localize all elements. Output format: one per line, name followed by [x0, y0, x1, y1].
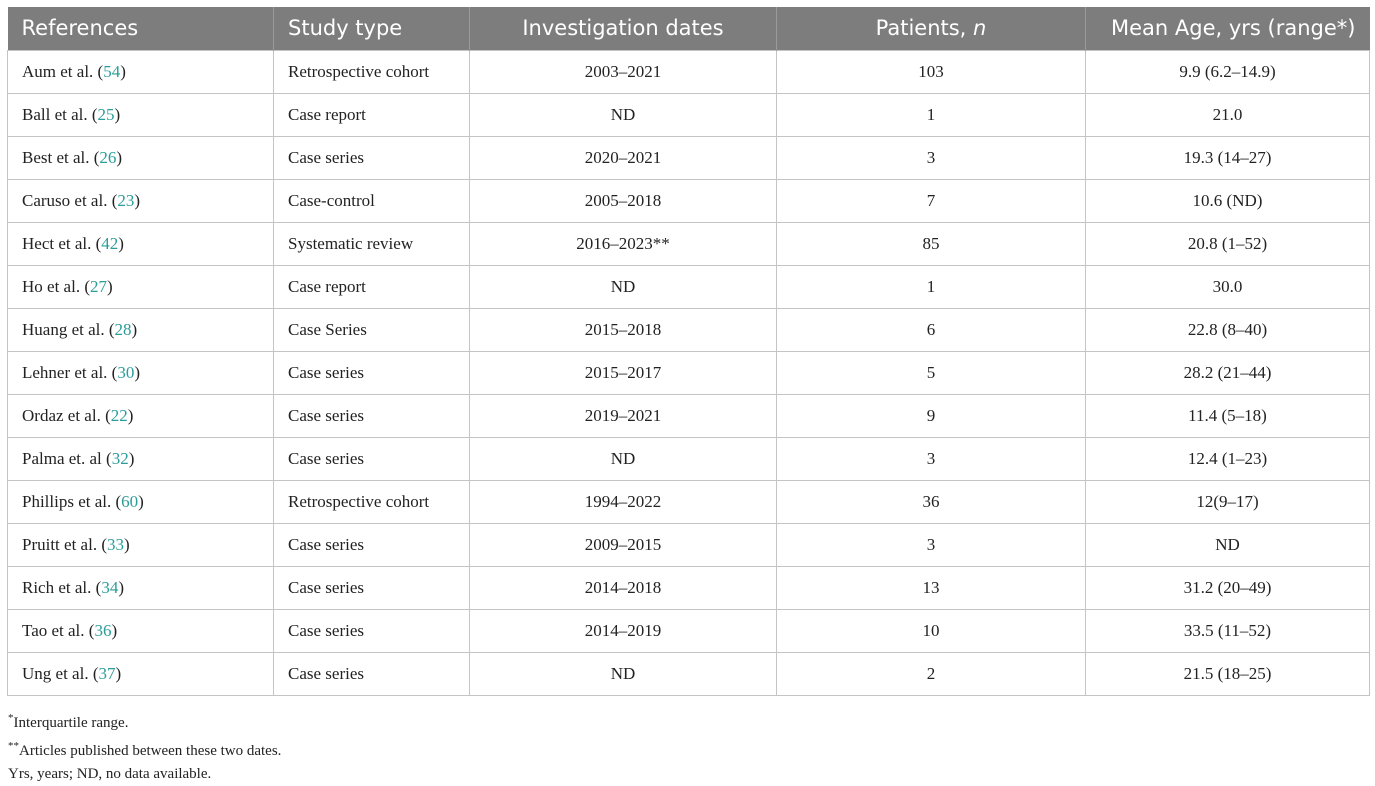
- cell-patients: 3: [777, 136, 1086, 179]
- reference-link[interactable]: 37: [98, 663, 116, 683]
- cell-study-type: Retrospective cohort: [274, 480, 470, 523]
- close-paren: ): [115, 663, 122, 683]
- table-row: [8, 652, 1370, 695]
- close-paren: ): [138, 491, 144, 511]
- cell-investigation-dates: 2005–2018: [470, 179, 777, 222]
- cell-investigation-dates: 2014–2019: [470, 609, 777, 652]
- reference-link[interactable]: 23: [117, 190, 135, 210]
- cell-patients: 1: [777, 265, 1086, 308]
- cell-patients: 103: [777, 50, 1086, 93]
- cell-mean-age: 30.0: [1086, 265, 1370, 308]
- cell-study-type: Case report: [274, 265, 470, 308]
- cell-investigation-dates: 2019–2021: [470, 394, 777, 437]
- header-patients: [777, 7, 1086, 50]
- table-row: [8, 480, 1370, 523]
- author-text: Ball et al. (: [22, 104, 98, 124]
- author-text: Lehner et al. (: [22, 362, 118, 382]
- cell-mean-age: 19.3 (14–27): [1086, 136, 1370, 179]
- cell-mean-age: ND: [1086, 523, 1370, 566]
- cell-reference: [8, 351, 274, 394]
- author-text: Palma et. al (: [22, 448, 112, 468]
- footnote-1-mark: *: [8, 712, 14, 724]
- cell-mean-age: 22.8 (8–40): [1086, 308, 1370, 351]
- close-paren: ): [118, 233, 124, 253]
- cell-study-type: Case series: [274, 437, 470, 480]
- cell-reference: [8, 50, 274, 93]
- cell-mean-age: 21.0: [1086, 93, 1370, 136]
- reference-link[interactable]: 25: [97, 104, 115, 124]
- cell-study-type: Case series: [274, 523, 470, 566]
- cell-patients: 9: [777, 394, 1086, 437]
- table-row: [8, 523, 1370, 566]
- cell-reference: [8, 265, 274, 308]
- cell-investigation-dates: ND: [470, 93, 777, 136]
- cell-reference: [8, 437, 274, 480]
- footnote-2-mark: **: [8, 740, 19, 752]
- cell-patients: 6: [777, 308, 1086, 351]
- study-table: [7, 7, 1370, 696]
- cell-reference: [8, 652, 274, 695]
- reference-link[interactable]: 28: [114, 319, 132, 339]
- cell-reference: [8, 523, 274, 566]
- cell-reference: [8, 179, 274, 222]
- author-text: Ho et al. (: [22, 276, 90, 296]
- author-text: Ordaz et al. (: [22, 405, 111, 425]
- close-paren: ): [118, 577, 124, 597]
- close-paren: ): [120, 61, 126, 81]
- cell-investigation-dates: 2003–2021: [470, 50, 777, 93]
- cell-mean-age: 33.5 (11–52): [1086, 609, 1370, 652]
- cell-patients: 13: [777, 566, 1086, 609]
- header-references: References: [21, 16, 139, 41]
- cell-mean-age: 21.5 (18–25): [1086, 652, 1370, 695]
- cell-study-type: Case-control: [274, 179, 470, 222]
- cell-reference: [8, 609, 274, 652]
- author-text: Aum et al. (: [22, 61, 104, 81]
- cell-mean-age: 9.9 (6.2–14.9): [1086, 50, 1370, 93]
- author-text: Ung et al. (: [22, 663, 99, 683]
- table-row: [8, 265, 1370, 308]
- author-text: Best et al. (: [22, 147, 100, 167]
- cell-reference: [8, 480, 274, 523]
- reference-link[interactable]: 22: [110, 405, 128, 425]
- cell-study-type: Case series: [274, 652, 470, 695]
- cell-investigation-dates: 2009–2015: [470, 523, 777, 566]
- cell-investigation-dates: 2014–2018: [470, 566, 777, 609]
- cell-investigation-dates: 2015–2018: [470, 308, 777, 351]
- cell-mean-age: 10.6 (ND): [1086, 179, 1370, 222]
- cell-reference: [8, 136, 274, 179]
- cell-study-type: Case Series: [274, 308, 470, 351]
- cell-mean-age: 31.2 (20–49): [1086, 566, 1370, 609]
- cell-investigation-dates: ND: [470, 652, 777, 695]
- cell-patients: 1: [777, 93, 1086, 136]
- cell-investigation-dates: 2016–2023**: [470, 222, 777, 265]
- close-paren: ): [106, 276, 113, 296]
- reference-link[interactable]: 34: [101, 577, 119, 597]
- table-row: [8, 437, 1370, 480]
- cell-mean-age: 11.4 (5–18): [1086, 394, 1370, 437]
- cell-study-type: Retrospective cohort: [274, 50, 470, 93]
- cell-investigation-dates: 2015–2017: [470, 351, 777, 394]
- table-row: [8, 136, 1370, 179]
- cell-reference: [8, 566, 274, 609]
- cell-study-type: Case series: [274, 394, 470, 437]
- cell-mean-age: 28.2 (21–44): [1086, 351, 1370, 394]
- table-row: [8, 609, 1370, 652]
- reference-link[interactable]: 26: [99, 147, 117, 167]
- cell-patients: 3: [777, 523, 1086, 566]
- cell-reference: [8, 308, 274, 351]
- cell-patients: 36: [777, 480, 1086, 523]
- footnote-1-text: Interquartile range.: [13, 715, 129, 731]
- header-investigation-dates: Investigation dates: [470, 7, 777, 50]
- cell-reference: [8, 222, 274, 265]
- table-row: [8, 308, 1370, 351]
- header-patients-n: n: [973, 16, 987, 41]
- cell-study-type: Case report: [274, 93, 470, 136]
- reference-link[interactable]: 36: [94, 620, 112, 640]
- close-paren: ): [116, 147, 123, 167]
- close-paren: ): [134, 362, 141, 382]
- author-text: Tao et al. (: [22, 620, 95, 640]
- cell-study-type: Case series: [274, 609, 470, 652]
- reference-link[interactable]: 27: [89, 276, 107, 296]
- table-container: [7, 7, 1369, 696]
- author-text: Rich et al. (: [22, 577, 102, 597]
- close-paren: ): [123, 534, 130, 554]
- reference-link[interactable]: 42: [101, 233, 119, 253]
- cell-patients: 10: [777, 609, 1086, 652]
- cell-mean-age: 12(9–17): [1086, 480, 1370, 523]
- cell-investigation-dates: 1994–2022: [470, 480, 777, 523]
- author-text: Pruitt et al. (: [22, 534, 107, 554]
- table-row: [8, 222, 1370, 265]
- footnotes: [8, 707, 281, 786]
- cell-study-type: Case series: [274, 351, 470, 394]
- author-text: Caruso et al. (: [22, 190, 118, 210]
- cell-investigation-dates: ND: [470, 437, 777, 480]
- cell-patients: 7: [777, 179, 1086, 222]
- cell-investigation-dates: ND: [470, 265, 777, 308]
- close-paren: ): [128, 448, 135, 468]
- footnote-2-text: Articles published between these two dates.: [19, 743, 282, 759]
- close-paren: ): [134, 190, 141, 210]
- cell-reference: [8, 93, 274, 136]
- reference-link[interactable]: 32: [111, 448, 129, 468]
- table-row: [8, 394, 1370, 437]
- reference-link[interactable]: 30: [117, 362, 135, 382]
- cell-investigation-dates: 2020–2021: [470, 136, 777, 179]
- cell-mean-age: 20.8 (1–52): [1086, 222, 1370, 265]
- cell-patients: 85: [777, 222, 1086, 265]
- reference-link[interactable]: 60: [121, 491, 139, 511]
- table-row: [8, 566, 1370, 609]
- close-paren: ): [131, 319, 138, 339]
- cell-study-type: Systematic review: [274, 222, 470, 265]
- cell-patients: 2: [777, 652, 1086, 695]
- footnote-3: [8, 763, 281, 786]
- cell-reference: [8, 394, 274, 437]
- footnote-1: [8, 707, 281, 735]
- close-paren: ): [114, 104, 121, 124]
- table-row: [8, 179, 1370, 222]
- close-paren: ): [111, 620, 118, 640]
- cell-mean-age: 12.4 (1–23): [1086, 437, 1370, 480]
- author-text: Hect et al. (: [22, 233, 102, 253]
- close-paren: ): [127, 405, 134, 425]
- cell-patients: 5: [777, 351, 1086, 394]
- reference-link[interactable]: 54: [103, 61, 121, 81]
- header-mean-age: Mean Age, yrs (range*): [1086, 7, 1370, 50]
- cell-study-type: Case series: [274, 136, 470, 179]
- cell-study-type: Case series: [274, 566, 470, 609]
- footnote-3-text: Yrs, years; ND, no data available.: [8, 766, 212, 782]
- cell-patients: 3: [777, 437, 1086, 480]
- footnote-2: [8, 735, 281, 763]
- table-row: [8, 93, 1370, 136]
- author-text: Phillips et al. (: [22, 491, 122, 511]
- header-patients-label: Patients,: [875, 16, 974, 41]
- table-row: [8, 351, 1370, 394]
- reference-link[interactable]: 33: [106, 534, 124, 554]
- author-text: Huang et al. (: [22, 319, 115, 339]
- header-row: [8, 7, 1370, 50]
- table-row: [8, 50, 1370, 93]
- header-study-type: Study type: [274, 7, 470, 50]
